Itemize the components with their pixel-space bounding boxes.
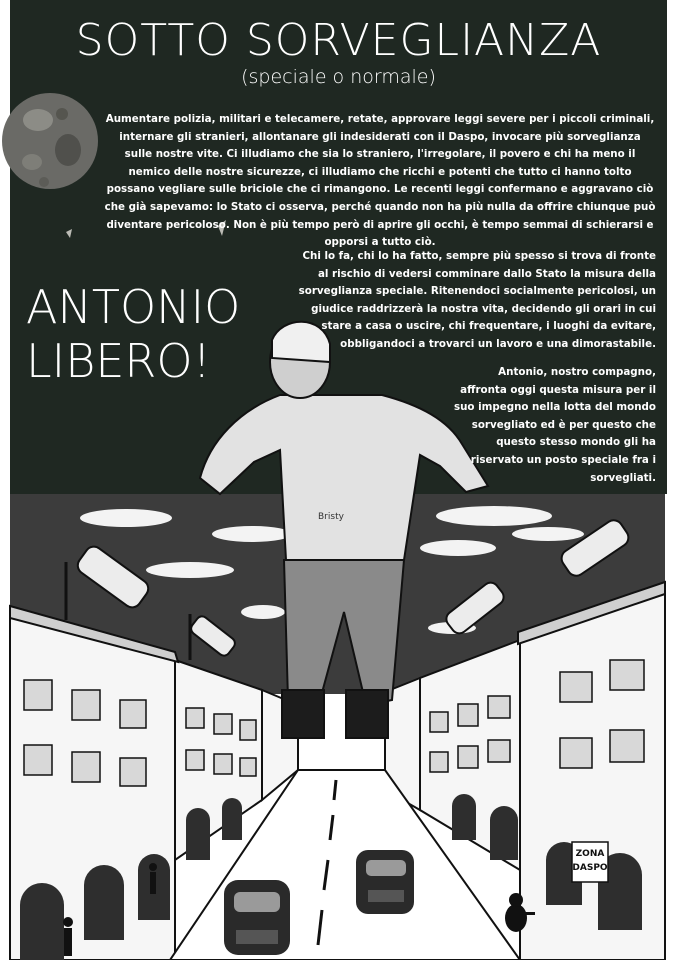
shirt-print: Bristy bbox=[318, 512, 344, 522]
sign-text-1: ZONA bbox=[575, 849, 605, 859]
car-right bbox=[356, 850, 414, 914]
poster-subtitle: (speciale o normale) bbox=[241, 66, 436, 88]
sign-text-2: DASPO bbox=[572, 863, 608, 873]
third-paragraph: Antonio, nostro compagno, affronta oggi questa misura per il suo impegno nella lotta del mondo sorvegliato ed è per questo che questo stesso mondo gli ha riservato un posto speciale fra i sorvegliati. bbox=[453, 366, 656, 484]
second-paragraph: Chi lo fa, chi lo ha fatto, sempre più spesso si trova di fronte al rischio di vedersi comminare dallo Stato la misura della sorveglianza speciale. Ritenendoci socialmente pericolosi, un giudice raddrizzerà la nostra vita, decidendo gli orari in cui stare a casa o uscire, chi frequentare, i luoghi da evitare, obbligandoci a trovarci un lavoro e una dimorastabile. bbox=[298, 250, 656, 350]
moon-illustration bbox=[2, 93, 98, 189]
slogan-line-1: ANTONIO bbox=[26, 280, 241, 334]
car-left bbox=[224, 880, 290, 955]
zona-daspo-sign bbox=[572, 842, 608, 882]
slogan bbox=[26, 280, 240, 388]
star-shape bbox=[66, 229, 72, 238]
intro-paragraph: Aumentare polizia, militari e telecamere, retate, approvare leggi severe per i piccoli criminali, internare gli stranieri, allontanare gli indesiderati con il Daspo, invocare più sorveglianza sulle nostre vite. Ci illudiamo che sia lo straniero, l'irregolare, il povero e chi ha meno il nemico delle nostre sicurezze, ci illudiamo che ricchi e potenti che tutto ci hanno tolto possano vegliare sulle briciole che ci rimangono. Le recenti leggi confermano e aggravano ciò che già sapevamo: lo Stato ci osserva, perché quando non ha più nulla da offrire chiunque può diventare pericoloso. Non è più tempo però di aprire gli occhi, è tempo semmai di schierarsi e opporsi a tutto ciò. bbox=[104, 113, 656, 249]
poster-title: SOTTO SORVEGLIANZA bbox=[75, 15, 602, 66]
slogan-line-2: LIBERO! bbox=[26, 334, 211, 388]
